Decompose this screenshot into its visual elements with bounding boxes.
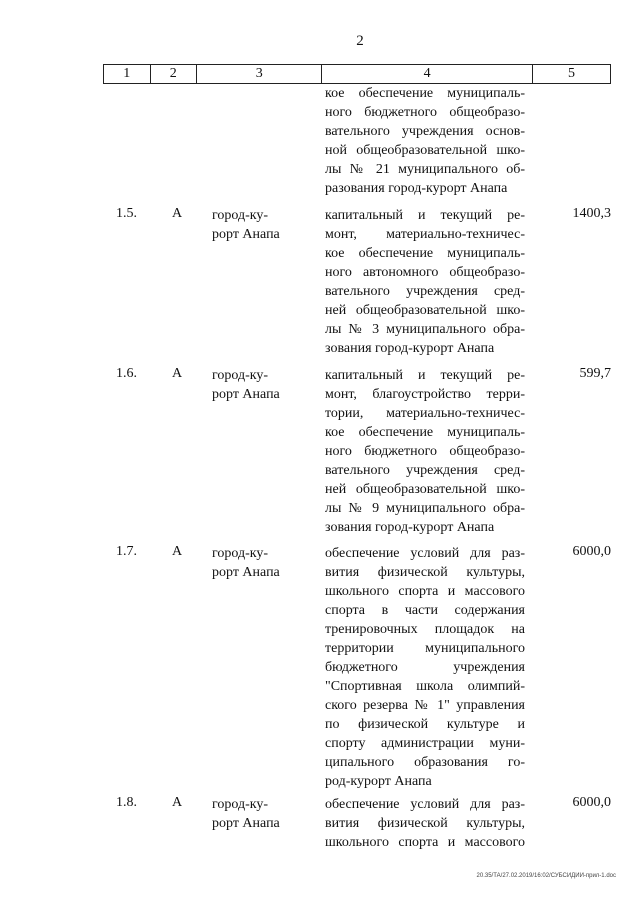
row-number: 1.8. [116,795,137,810]
row-place [212,366,312,404]
description-line: по физической культуре и [325,717,525,732]
row-amount: 6000,0 [572,544,611,559]
document-footer: 20.35/ТА/27.02.2019/16:02/СУБСИДИИ-прил-1.doc [476,873,616,879]
description-line: ципального образования го- [325,755,525,770]
description-line: обеспечение условий для раз- [325,797,525,812]
description-line: вития физической культуры, [325,565,525,580]
row-amount: 599,7 [579,366,611,381]
page-number: 2 [356,33,364,49]
place-line: город-ку- [212,368,269,383]
column-header-1: 1 [104,65,151,84]
description-line: монт, материально-техничес- [325,227,525,242]
description-line: монт, благоустройство терри- [325,387,525,402]
row-place [212,206,312,244]
description-line: школьного спорта и массового [325,584,525,599]
description-line: бюджетного учреждения [325,660,525,675]
column-header-2: 2 [150,65,197,84]
description-line: ного бюджетного общеобразо- [325,444,525,459]
description-line: кое обеспечение муниципаль- [325,86,525,101]
description-line: тории, материально-техничес- [325,406,525,421]
row-place [212,795,312,833]
description-line: вательного учреждения сред- [325,463,525,478]
row-category: А [172,366,183,381]
column-header-table [103,64,611,84]
description-line: ного автономного общеобразо- [325,265,525,280]
description-line: обеспечение условий для раз- [325,546,525,561]
place-line: город-ку- [212,546,269,561]
description-line: ного бюджетного общеобразо- [325,105,525,120]
place-line: рорт Анапа [212,565,280,580]
row-place [212,544,312,582]
description-line: ского резерва № 1" управления [325,698,525,713]
column-header-4: 4 [322,65,532,84]
row-category: А [172,206,183,221]
description-line: ней общеобразовательной шко- [325,482,525,497]
description-line: капитальный и текущий ре- [325,368,525,383]
place-line: рорт Анапа [212,227,280,242]
column-header-3: 3 [197,65,322,84]
description-line: тренировочных площадок на [325,622,525,637]
row-description [325,366,525,537]
column-header-5: 5 [532,65,610,84]
description-line: спорту администрации муни- [325,736,525,751]
description-line: "Спортивная школа олимпий- [325,679,525,694]
place-line: рорт Анапа [212,387,280,402]
row-number: 1.7. [116,544,137,559]
description-line: вития физической культуры, [325,816,525,831]
description-line: территории муниципального [325,641,525,656]
row-description [325,544,525,791]
row-category: А [172,544,183,559]
description-line: школьного спорта и массового [325,835,525,850]
place-line: город-ку- [212,797,269,812]
row-amount: 1400,3 [572,206,611,221]
description-line: ней общеобразовательной шко- [325,303,525,318]
row-category: А [172,795,183,810]
description-line: спорта в части содержания [325,603,525,618]
description-line: разования город-курорт Анапа [325,181,508,196]
description-line: вательного учреждения сред- [325,284,525,299]
row-number: 1.6. [116,366,137,381]
description-line: кое обеспечение муниципаль- [325,425,525,440]
description-line: зования город-курорт Анапа [325,520,495,535]
description-line: лы № 9 муниципального обра- [325,501,525,516]
place-line: рорт Анапа [212,816,280,831]
description-line: лы № 3 муниципального обра- [325,322,525,337]
row-amount: 6000,0 [572,795,611,810]
row-description [325,795,525,852]
row-number: 1.5. [116,206,137,221]
description-line: род-курорт Анапа [325,774,432,789]
place-line: город-ку- [212,208,269,223]
row-description [325,206,525,358]
description-line: кое обеспечение муниципаль- [325,246,525,261]
description-line: капитальный и текущий ре- [325,208,525,223]
description-line: лы № 21 муниципального об- [325,162,525,177]
description-line: вательного учреждения основ- [325,124,525,139]
continuation-description [325,84,525,198]
description-line: зования город-курорт Анапа [325,341,495,356]
description-line: ной общеобразовательной шко- [325,143,525,158]
